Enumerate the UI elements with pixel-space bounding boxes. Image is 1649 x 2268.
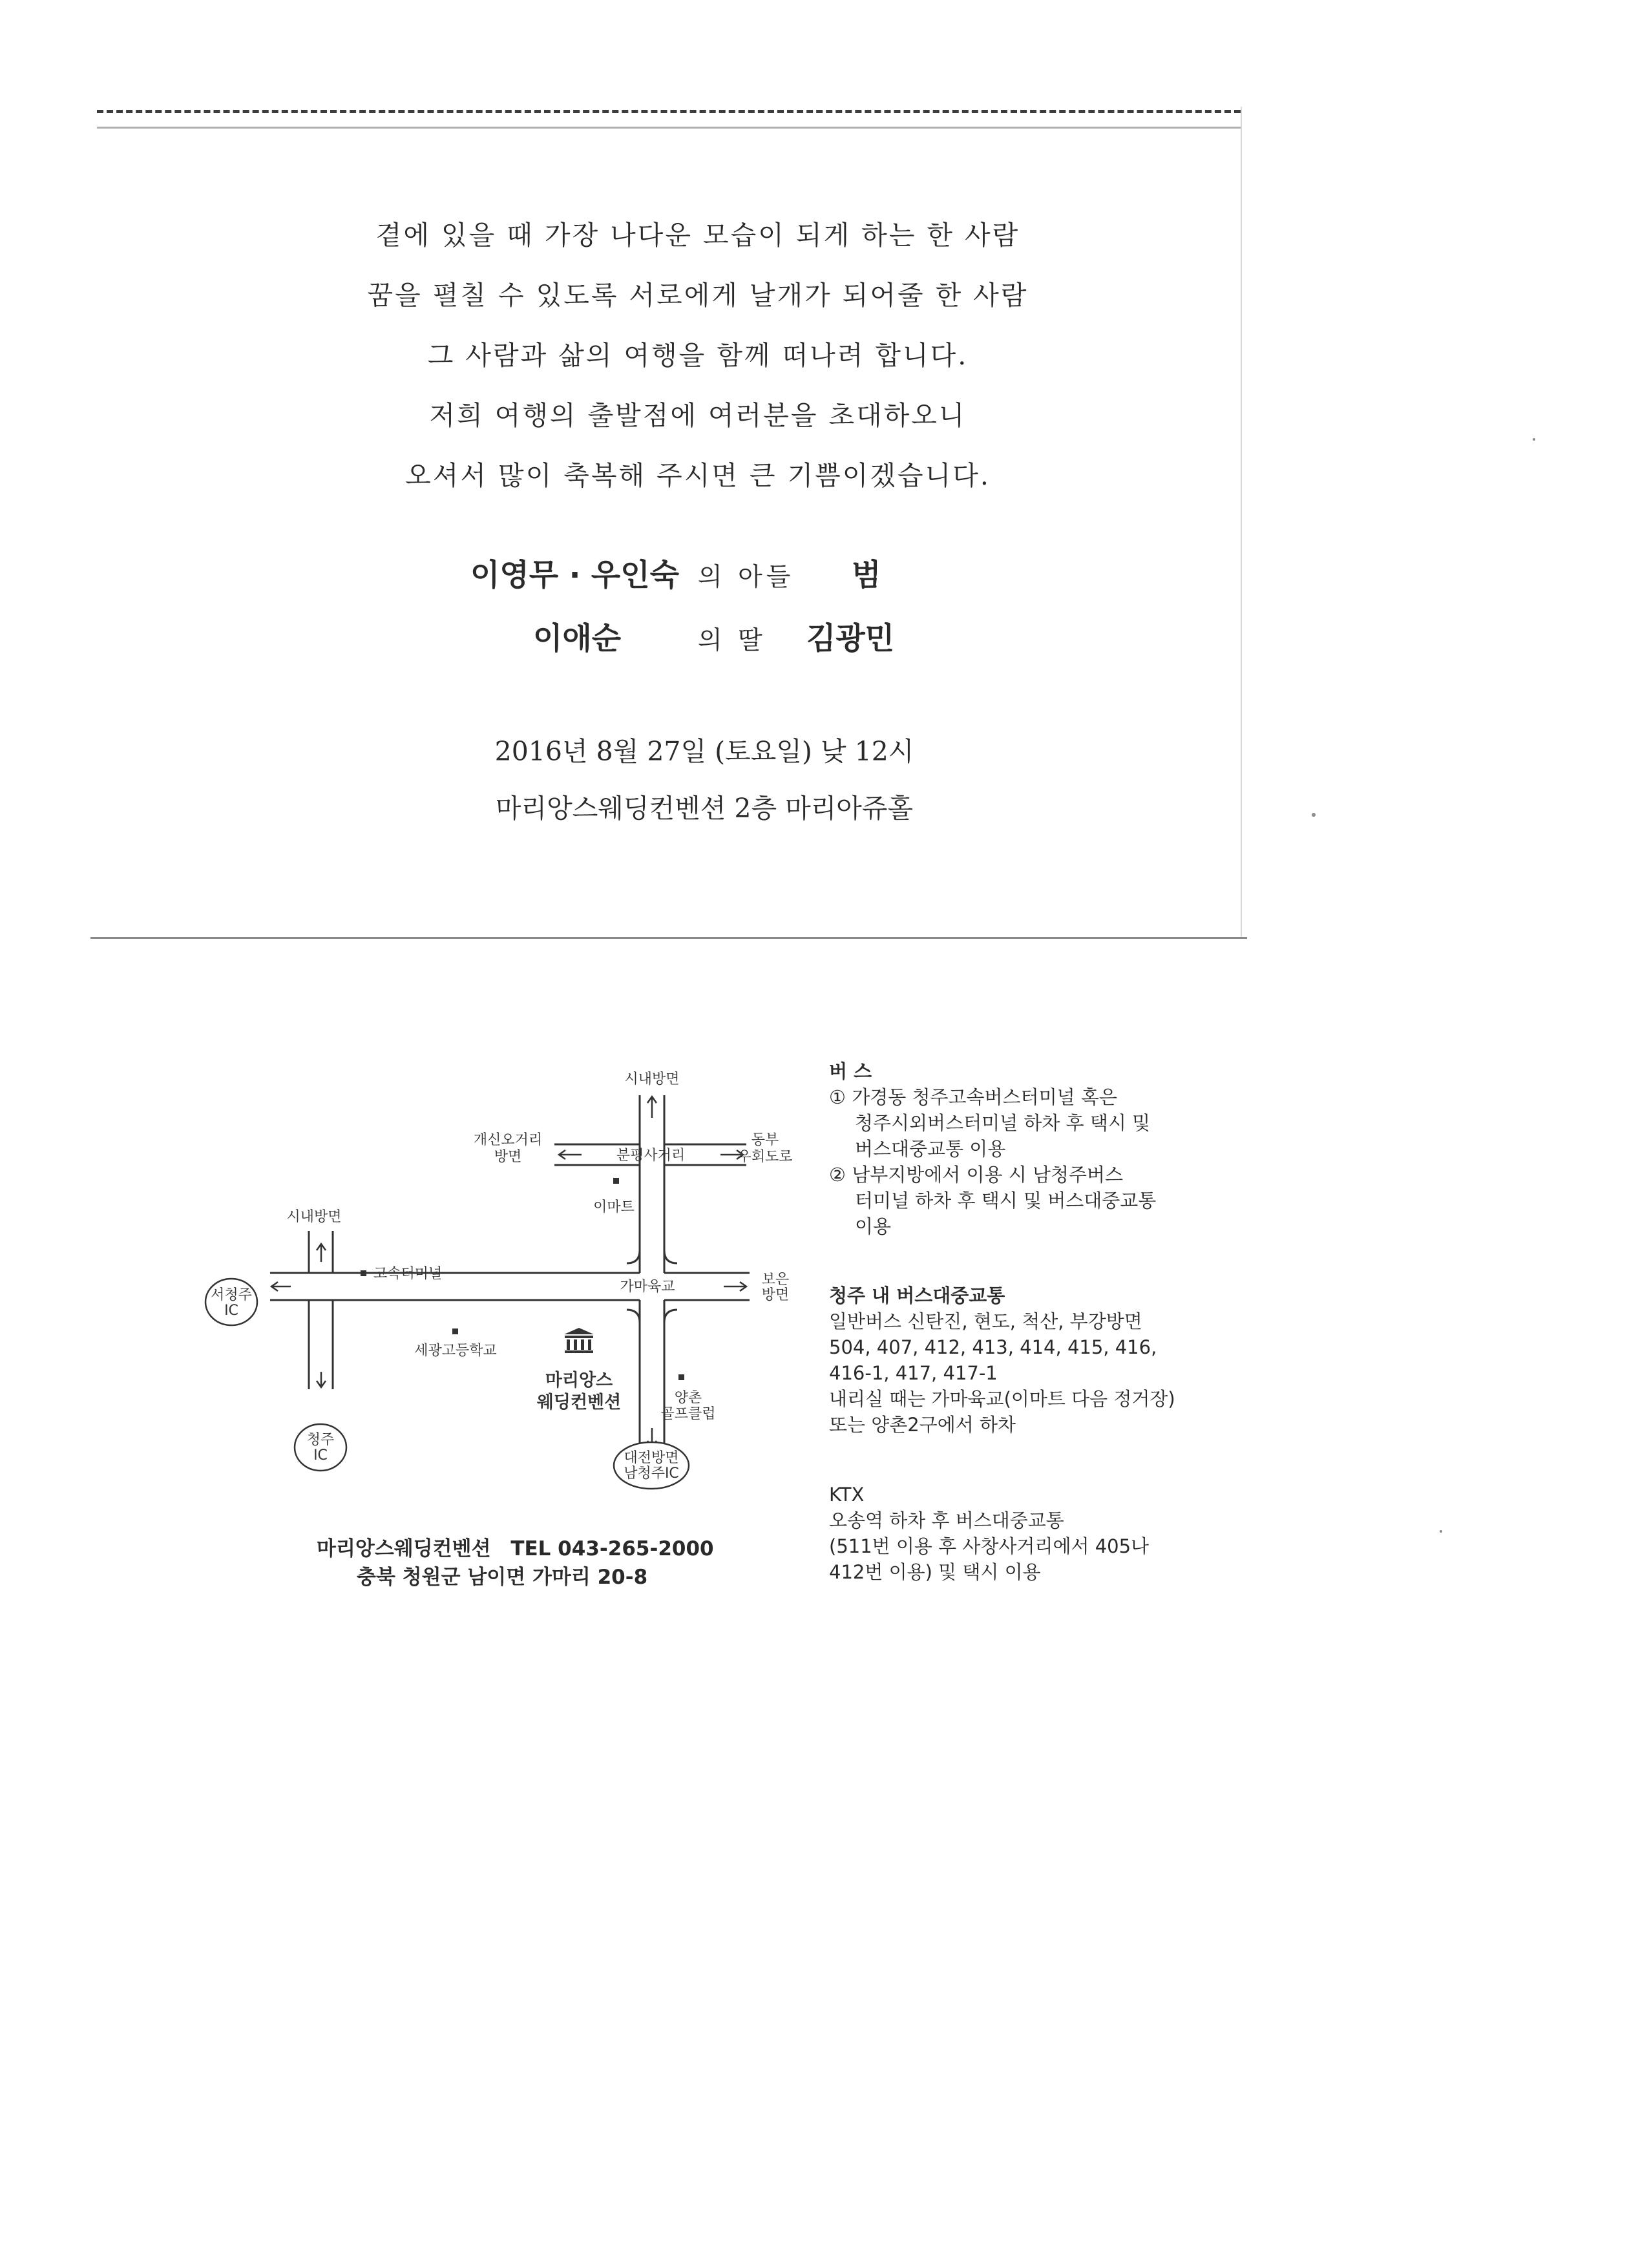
- label-venue-2: 웨딩컨벤션: [536, 1392, 622, 1412]
- groom-family-relation: 의 아들: [698, 563, 795, 592]
- label-gaesin-1: 개신오거리: [473, 1132, 543, 1148]
- bride-name: 김광민: [806, 621, 895, 656]
- city-bus-line: 504, 407, 412, 413, 414, 415, 416,: [829, 1336, 1157, 1358]
- bride-family-parents: 이애순: [533, 621, 622, 656]
- label-north-top: 시내방면: [624, 1071, 680, 1087]
- label-daejeon-1: 대전방면: [624, 1450, 679, 1466]
- yangchon-marker: [678, 1374, 684, 1380]
- label-daejeon-2: 남청주IC: [624, 1465, 679, 1482]
- arrow-left-icon: [559, 1150, 582, 1159]
- label-emart: 이마트: [593, 1199, 635, 1215]
- city-bus-line: 내리실 때는 가마육교(이마트 다음 정거장): [829, 1388, 1175, 1410]
- card-right-edge: [1241, 107, 1242, 937]
- location-map: [194, 1056, 827, 1496]
- city-bus-line: 일반버스 신탄진, 현도, 척산, 부강방면: [829, 1310, 1142, 1332]
- city-bus-line: 416-1, 417, 417-1: [829, 1362, 998, 1384]
- label-seocheongju-2: IC: [224, 1303, 238, 1319]
- scan-speck: [1312, 813, 1316, 817]
- label-bunpyeong: 분평사거리: [616, 1148, 686, 1164]
- event-venue: 마리앙스웨딩컨벤션 2층 마리아쥬홀: [495, 793, 914, 824]
- poem-line: 오셔서 많이 축복해 주시면 큰 기쁨이겠습니다.: [405, 460, 991, 491]
- scan-speck: [1533, 438, 1535, 441]
- label-yangchon-2: 골프클럽: [660, 1406, 716, 1422]
- wedding-hall-icon: [564, 1328, 594, 1353]
- bride-family-relation: 의 딸: [698, 626, 766, 655]
- poem-line: 그 사람과 삶의 여행을 함께 떠나려 합니다.: [427, 340, 969, 371]
- label-dongbu-1: 동부: [751, 1132, 779, 1148]
- card-top-edge-shadow: [97, 127, 1241, 129]
- city-bus-line: 또는 양촌2구에서 하차: [829, 1414, 1016, 1436]
- bus-line: 이용: [855, 1215, 892, 1237]
- card-fold-line: [90, 937, 1247, 939]
- ktx-line: (511번 이용 후 사창사거리에서 405나: [829, 1535, 1150, 1557]
- arrow-up-icon: [647, 1097, 656, 1118]
- venue-contact: [317, 1535, 717, 1591]
- poem-line: 곁에 있을 때 가장 나다운 모습이 되게 하는 한 사람: [375, 220, 1020, 251]
- scan-speck: [1440, 1530, 1442, 1533]
- groom-family-parents: 이영무 · 우인숙: [470, 558, 679, 593]
- emart-marker: [613, 1178, 619, 1184]
- directions-city-bus: [829, 1283, 1175, 1438]
- directions-bus: [829, 1058, 1156, 1239]
- contact-tel: TEL 043-265-2000: [510, 1537, 714, 1560]
- label-cheongju-ic-2: IC: [313, 1447, 328, 1464]
- label-venue-1: 마리앙스: [545, 1370, 613, 1391]
- ktx-line: 412번 이용) 및 택시 이용: [829, 1561, 1041, 1583]
- bus-line: 버스대중교통 이용: [855, 1138, 1006, 1160]
- contact-address: 충북 청원군 남이면 가마리 20-8: [357, 1566, 648, 1589]
- label-express-terminal: 고속터미널: [373, 1266, 443, 1282]
- contact-name: 마리앙스웨딩컨벤션: [317, 1537, 491, 1560]
- bus-line: 청주시외버스터미널 하차 후 택시 및: [855, 1112, 1151, 1134]
- label-gaesin-2: 방면: [494, 1149, 522, 1165]
- label-dongbu-2: 우회도로: [737, 1149, 793, 1165]
- groom-name: 범: [852, 558, 881, 593]
- poem-line: 꿈을 펼칠 수 있도록 서로에게 날개가 되어줄 한 사람: [367, 280, 1029, 311]
- label-segwang: 세광고등학교: [414, 1343, 497, 1359]
- label-gamayukgyo: 가마육교: [620, 1279, 675, 1295]
- card-top-edge: [97, 110, 1241, 113]
- event-datetime: 2016년 8월 27일 (토요일) 낮 12시: [494, 736, 914, 767]
- invitation-poem: [213, 205, 1182, 506]
- bus-line: ② 남부지방에서 이용 시 남청주버스: [829, 1164, 1124, 1186]
- arrow-right-icon: [724, 1282, 746, 1291]
- bus-line: 터미널 하차 후 택시 및 버스대중교통: [855, 1190, 1157, 1212]
- arrow-up-icon: [317, 1244, 326, 1262]
- bus-title: 버 스: [829, 1060, 872, 1082]
- express-terminal-marker: [361, 1270, 366, 1276]
- ktx-line: 오송역 하차 후 버스대중교통: [829, 1509, 1064, 1531]
- label-west-top: 시내방면: [286, 1209, 342, 1225]
- city-bus-title: 청주 내 버스대중교통: [829, 1285, 1005, 1307]
- ktx-title: KTX: [829, 1484, 865, 1506]
- label-boeun-1: 보은: [761, 1272, 790, 1288]
- label-yangchon-1: 양촌: [674, 1390, 702, 1406]
- arrow-down-icon: [317, 1372, 326, 1387]
- segwang-marker: [452, 1328, 458, 1334]
- poem-line: 저희 여행의 출발점에 여러분을 초대하오니: [429, 400, 967, 431]
- directions-ktx: [829, 1482, 1149, 1585]
- label-boeun-2: 방면: [761, 1287, 790, 1303]
- label-cheongju-ic-1: 청주: [306, 1432, 335, 1448]
- bus-line: ① 가경동 청주고속버스터미널 혹은: [829, 1086, 1117, 1108]
- label-seocheongju-1: 서청주: [211, 1287, 252, 1303]
- arrow-left-icon: [271, 1282, 291, 1291]
